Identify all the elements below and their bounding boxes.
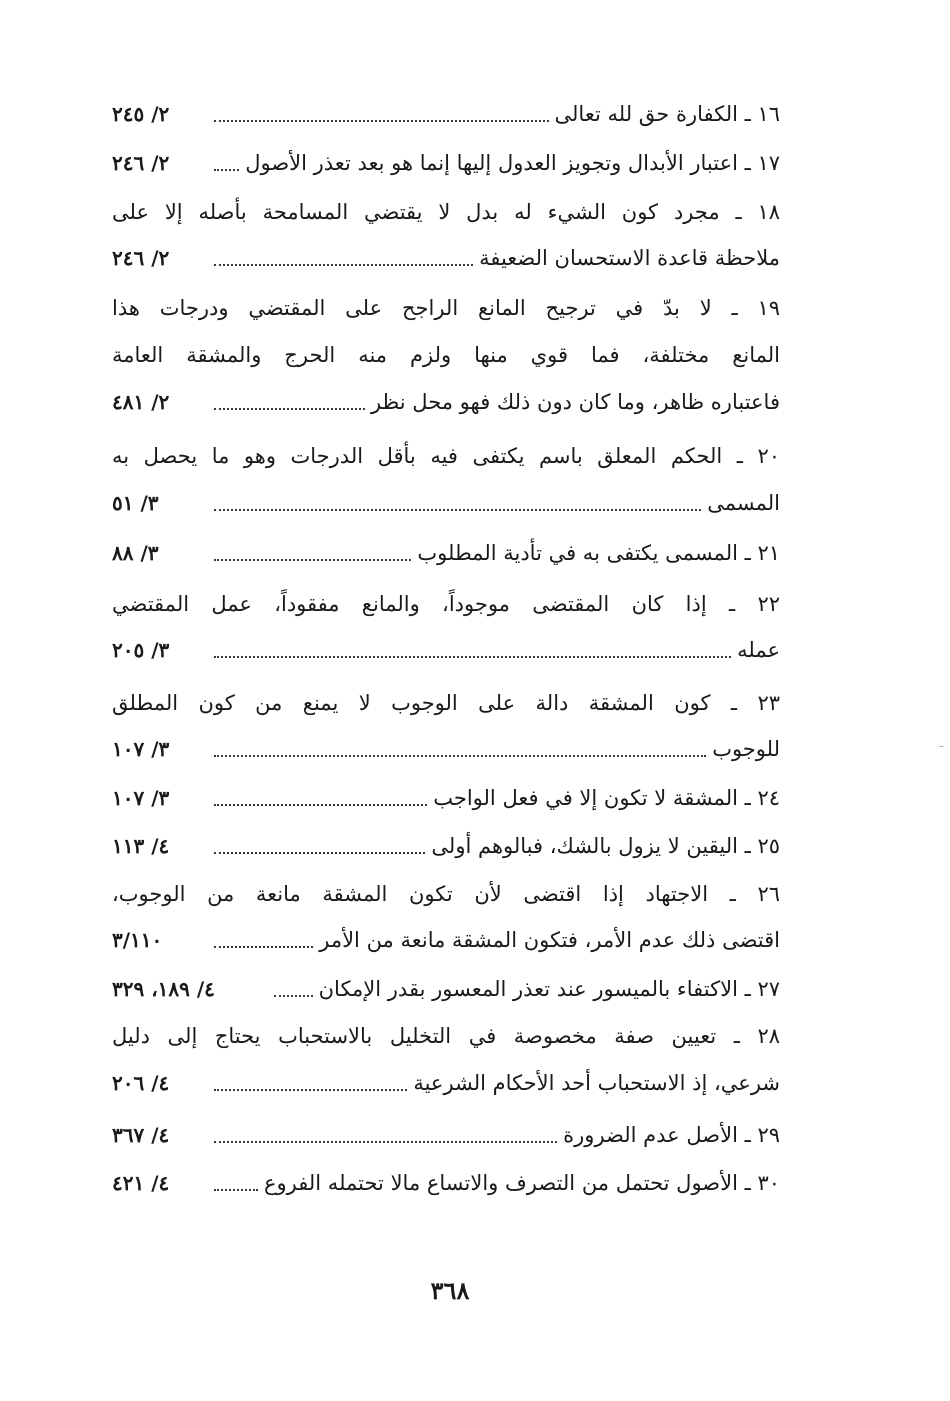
index-entry-23-line-2: [112, 725, 780, 765]
entry-reference: ٣/ ٨٨: [112, 541, 159, 565]
index-entry-18-line-1: [112, 188, 780, 228]
entry-text: ٢٨ ـ تعيين صفة مخصوصة في التخليل بالاستحباب يحتاج إلى دليل: [112, 1024, 780, 1048]
entry-text: ٢٥ ـ اليقين لا يزول بالشك، فبالوهم أولى: [431, 834, 780, 858]
index-entry-28-line-2: [112, 1059, 780, 1099]
index-entry-17: [112, 139, 780, 179]
leader-dots: [214, 655, 731, 658]
index-entry-24: [112, 774, 780, 814]
index-entry-20-line-1: [112, 432, 780, 472]
leader-dots: [214, 754, 706, 757]
entry-reference: ٣/١١٠: [112, 928, 163, 952]
index-entry-26-line-2: [112, 916, 780, 956]
leader-dots: [214, 1088, 407, 1091]
index-entry-27: [112, 965, 780, 1005]
index-entry-19-line-2: [112, 331, 780, 371]
entry-text: ٢٩ ـ الأصل عدم الضرورة: [563, 1123, 780, 1147]
entry-text: المانع مختلفة، فما قوي منها ولزم منه الحرج والمشقة العامة: [112, 343, 780, 367]
index-entry-23-line-1: [112, 679, 780, 719]
entry-reference: ٣/ ٢٠٥: [112, 638, 170, 662]
entry-text: ١٦ ـ الكفارة حق لله تعالى: [554, 102, 780, 126]
entry-text: ١٩ ـ لا بدّ في ترجيح المانع الراجح على المقتضي ودرجات هذا: [112, 296, 780, 320]
entry-text: شرعي، إذ الاستحباب أحد الأحكام الشرعية: [413, 1071, 780, 1095]
entry-text: المسمى: [707, 491, 780, 515]
index-entry-18-line-2: [112, 234, 780, 274]
entry-text: ٢٣ ـ كون المشقة دالة على الوجوب لا يمنع من كون المطلق: [112, 691, 780, 715]
entry-reference: ٢/ ٤٨١: [112, 390, 170, 414]
entry-text: ١٧ ـ اعتبار الأبدال وتجويز العدول إليها إنما هو بعد تعذر الأصول: [245, 151, 780, 175]
leader-dots: [214, 168, 239, 171]
entry-text: ٢١ ـ المسمى يكتفى به في تأدية المطلوب: [417, 541, 780, 565]
entry-text: للوجوب: [712, 737, 780, 761]
entry-reference: ٤/ ١١٣: [112, 834, 170, 858]
index-entry-30: [112, 1159, 780, 1199]
leader-dots: [214, 1140, 557, 1143]
index-entry-19-line-1: [112, 284, 780, 324]
index-entry-26-line-1: [112, 870, 780, 910]
entry-reference: ٢/ ٢٤٦: [112, 246, 170, 270]
entry-text: عمله: [737, 638, 780, 662]
index-entry-25: [112, 822, 780, 862]
index-entry-22-line-2: [112, 626, 780, 666]
index-entry-21: [112, 529, 780, 569]
index-entry-22-line-1: [112, 580, 780, 620]
index-entry-28-line-1: [112, 1012, 780, 1052]
leader-dots: [214, 508, 701, 511]
page-number: ٣٦٨: [430, 1276, 470, 1305]
entry-reference: ٤/ ٣٦٧: [112, 1123, 170, 1147]
leader-dots: [214, 119, 549, 122]
entry-reference: ٢/ ٢٤٦: [112, 151, 170, 175]
entry-text: ٢٢ ـ إذا كان المقتضى موجوداً، والمانع مفقوداً، عمل المقتضي: [112, 592, 780, 616]
entry-text: ١٨ ـ مجرد كون الشيء له بدل لا يقتضي المسامحة بأصله إلا على: [112, 200, 780, 224]
leader-dots: [214, 1188, 258, 1191]
entry-text: ٢٠ ـ الحكم المعلق باسم يكتفى فيه بأقل الدرجات وهو ما يحصل به: [112, 444, 780, 468]
leader-dots: [214, 407, 365, 410]
leader-dots: [214, 263, 473, 266]
entry-text: فاعتباره ظاهر، وما كان دون ذلك فهو محل نظر: [370, 390, 780, 414]
entry-text: ٣٠ ـ الأصول تحتمل من التصرف والاتساع مالا تحتمله الفروع: [264, 1171, 780, 1195]
index-entry-19-line-3: [112, 378, 780, 418]
entry-reference: ٤/ ٤٢١: [112, 1171, 170, 1195]
leader-dots: [214, 558, 411, 561]
index-entry-20-line-2: [112, 479, 780, 519]
entry-text: اقتضى ذلك عدم الأمر، فتكون المشقة مانعة من الأمر: [319, 928, 780, 952]
entry-text: ٢٧ ـ الاكتفاء بالميسور عند تعذر المعسور بقدر الإمكان: [318, 977, 780, 1001]
scan-mark: [939, 744, 944, 747]
index-entry-29: [112, 1111, 780, 1151]
entry-reference: ٣/ ١٠٧: [112, 737, 170, 761]
leader-dots: [274, 994, 313, 997]
index-entry-16: [112, 90, 780, 130]
entry-reference: ٢/ ٢٤٥: [112, 102, 170, 126]
entry-reference: ٣/ ١٠٧: [112, 786, 170, 810]
leader-dots: [214, 851, 425, 854]
entry-text: ملاحظة قاعدة الاستحسان الضعيفة: [479, 246, 780, 270]
leader-dots: [214, 803, 427, 806]
leader-dots: [214, 945, 313, 948]
entry-text: ٢٦ ـ الاجتهاد إذا اقتضى لأن تكون المشقة مانعة من الوجوب،: [112, 882, 780, 906]
entry-reference: ٤/ ٢٠٦: [112, 1071, 170, 1095]
entry-reference: ٤/ ١٨٩، ٣٢٩: [112, 977, 215, 1001]
entry-text: ٢٤ ـ المشقة لا تكون إلا في فعل الواجب: [433, 786, 780, 810]
entry-reference: ٣/ ٥١: [112, 491, 159, 515]
